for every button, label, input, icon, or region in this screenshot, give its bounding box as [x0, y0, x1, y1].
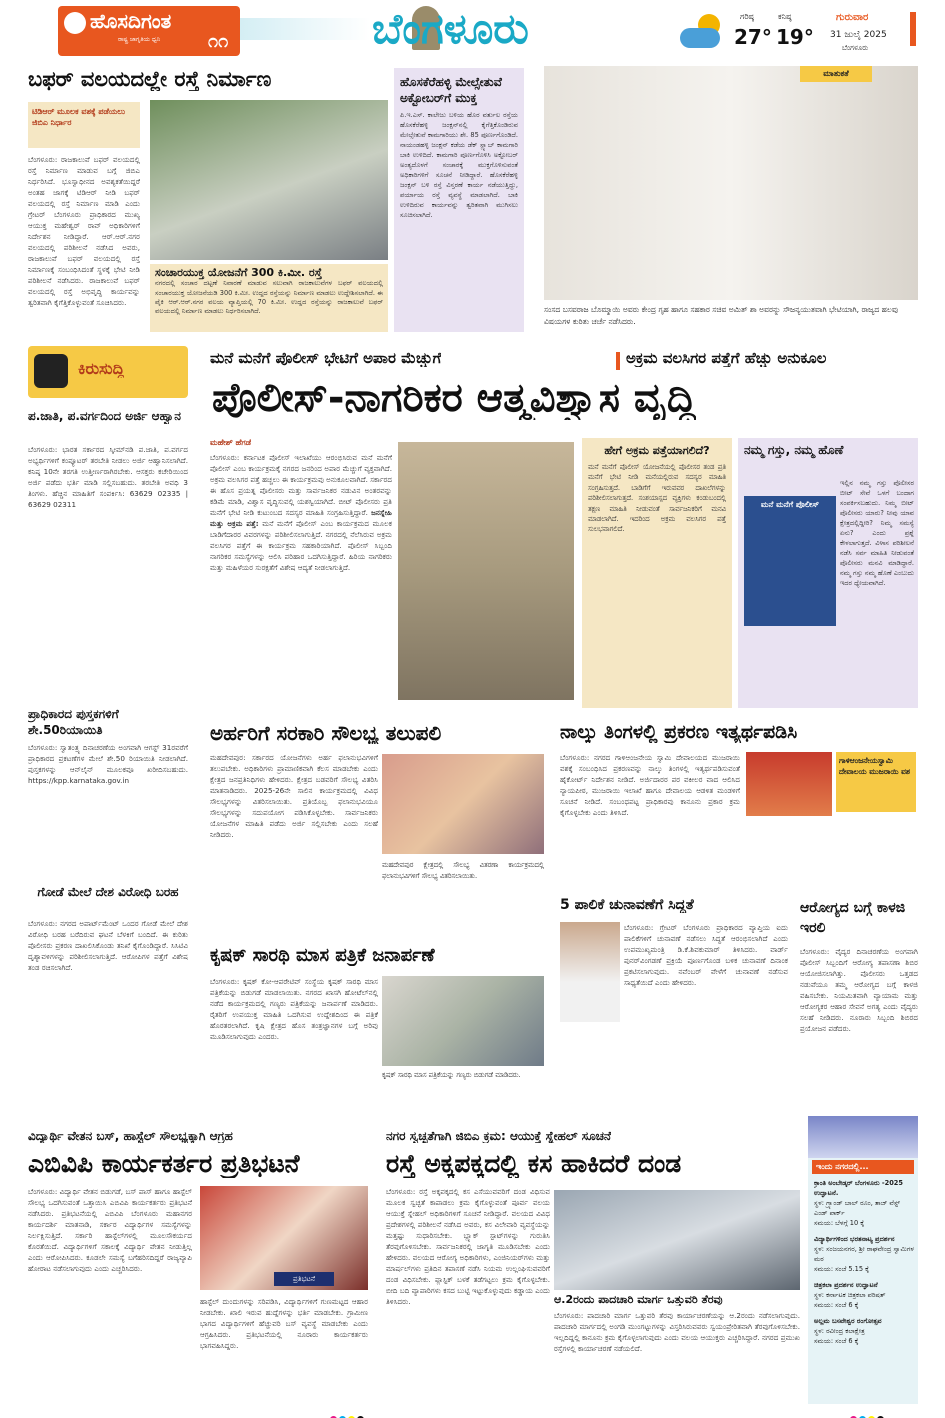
buffer-story	[28, 64, 388, 334]
weather-icon	[680, 14, 724, 50]
abvp-kicker: ವಿದ್ಯಾರ್ಥಿ ವೇತನ ಬಸ್, ಹಾಸ್ಟೆಲ್ ಸೌಲಭ್ಯಕ್ಕಾಗಿ ಆಗ್ರಹ	[28, 1130, 233, 1143]
events-box	[808, 1116, 918, 1404]
garbage-body	[386, 1186, 550, 1398]
event-item	[814, 1280, 914, 1310]
palike-body: ಬೆಂಗಳೂರು: ಗ್ರೇಟರ್ ಬೆಂಗಳೂರು ಪ್ರಾಧಿಕಾರದ ವ್ಯಾಪ್ತಿಯ ಐದು ಪಾಲಿಕೆಗಳಿಗೆ ಚುನಾವಣೆ ನಡೆಸಲು ಸಿದ್ಧತೆ ಆರಂಭಿಸಲಾಗಿದೆ ಎಂದು ಉಪಮುಖ್ಯಮಂತ್ರಿ ಡಿ.ಕೆ.ಶಿವಕುಮಾರ್ ತಿಳಿಸಿದರು. ವಾರ್ಡ್ ಪುನರ್‌ವಿಂಗಡಣೆ ಪ್ರಕ್ರಿಯೆ ಪೂರ್ಣಗೊಂಡ ಬಳಿಕ ಚುನಾವಣೆ ದಿನಾಂಕ ಪ್ರಕಟಿಸಲಾಗುವುದು. ನವೆಂಬರ್ ವೇಳೆಗೆ ಚುನಾವಣೆ ನಡೆಸುವ ಸಾಧ್ಯತೆಯಿದೆ ಎಂದು ಹೇಳಿದರು.	[624, 923, 788, 987]
police-body2-text: ಮನೆ ಮನೆಗೆ ಪೊಲೀಸ್ ಎಂಬ ಕಾರ್ಯಕ್ರಮದ ಮೂಲಕ ಬಾಡಿಗೆದಾರರ ವಿವರಗಳನ್ನು ಪರಿಶೀಲಿಸಲಾಗುತ್ತಿದೆ. ನಗರದಲ್ಲಿ ನೆಲೆಸಿರುವ ಅಕ್ರಮ ವಲಸಿಗರ ಪತ್ತೆಗೆ ಈ ಕಾರ್ಯಕ್ರಮ ಸಹಕಾರಿಯಾಗಿದೆ. ಪೊಲೀಸ್ ಸಿಬ್ಬಂದಿ ನಾಗರಿಕರ ಸಮಸ್ಯೆಗಳನ್ನು ಆಲಿಸಿ ಪರಿಹಾರ ಒದಗಿಸುತ್ತಿದ್ದಾರೆ. ಹಿರಿಯ ನಾಗರಿಕರು ಮತ್ತು ಮಹಿಳೆಯರ ಸುರಕ್ಷತೆಗೆ ವಿಶೇಷ ಆದ್ಯತೆ ನೀಡಲಾಗುತ್ತಿದೆ.	[210, 519, 392, 572]
hoskerehalli-body: ಪಿ.ಇ.ಎಸ್. ಕಾಲೇಜು ಬಳಿಯ ಹೊರ ವರ್ತುಲ ರಸ್ತೆಯ ಹೊಸಕೆರೆಹಳ್ಳಿ ಜಂಕ್ಷನ್‌ನಲ್ಲಿ ಕೈಗೆತ್ತಿಕೊಂಡಿರುವ ಮೇಲ್ಸೇತುವೆ ಕಾಮಗಾರಿಯು ಶೇ. 85 ಪೂರ್ಣಗೊಂಡಿದೆ. ನಾಯಂಡಹಳ್ಳಿ ಜಂಕ್ಷನ್ ಕಡೆಯ ಡೆಕ್ ಸ್ಲ್ಯಾಬ್ ಕಾಮಗಾರಿ ಬಾಕಿ ಉಳಿದಿದೆ. ಕಾಮಗಾರಿ ಪೂರ್ಣಗೊಳಿಸಿ ಅಕ್ಟೋಬರ್ ಅಂತ್ಯದೊಳಗೆ ಸಂಚಾರಕ್ಕೆ ಮುಕ್ತಗೊಳಿಸುವಂತೆ ಅಧಿಕಾರಿಗಳಿಗೆ ಸೂಚನೆ ನೀಡಿದ್ದಾರೆ. ಹೊಸಕೆರೆಹಳ್ಳಿ ಜಂಕ್ಷನ್ ಬಳಿ ರಸ್ತೆ ವಿಸ್ತರಣೆ ಕಾರ್ಯ ನಡೆಯುತ್ತಿದ್ದು, ಪರ್ಯಾಯ ರಸ್ತೆ ವ್ಯವಸ್ಥೆ ಮಾಡಲಾಗಿದೆ. ಬಾಕಿ ಉಳಿದಿರುವ ಕಾರ್ಯವನ್ನು ತ್ವರಿತವಾಗಿ ಮುಗಿಸಲು ಸೂಚಿಸಲಾಗಿದೆ.	[400, 111, 518, 219]
buffer-caption-box	[150, 264, 388, 332]
police-story	[200, 346, 918, 714]
min-temp: 19°	[776, 26, 814, 48]
nalku-body: ಬೆಂಗಳೂರು: ನಗರದ ಗಾಳಿಆಂಜನೇಯ ಸ್ವಾಮಿ ದೇವಾಲಯದ ಮುಜರಾಯಿ ವಶಕ್ಕೆ ಸಂಬಂಧಿಸಿದ ಪ್ರಕರಣವನ್ನು ನಾಲ್ಕು ತಿಂಗಳಲ್ಲಿ ಇತ್ಯರ್ಥಪಡಿಸುವಂತೆ ಹೈಕೋರ್ಟ್ ನಿರ್ದೇಶನ ನೀಡಿದೆ. ಅರ್ಜಿದಾರರ ಪರ ವಕೀಲರ ವಾದ ಆಲಿಸಿದ ನ್ಯಾಯಪೀಠ, ಮುಜರಾಯಿ ಇಲಾಖೆ ಹಾಗೂ ದೇವಾಲಯ ಆಡಳಿತ ಮಂಡಳಿಗೆ ಸೂಚನೆ ನೀಡಿದೆ. ಸಂಬಂಧಪಟ್ಟ ಪ್ರಾಧಿಕಾರವು ಕಾನೂನು ಪ್ರಕಾರ ಕ್ರಮ ಕೈಗೊಳ್ಳಬೇಕು ಎಂದು ತಿಳಿಸಿದೆ.	[560, 753, 740, 817]
brief1-body: ಬೆಂಗಳೂರು: ಭಾರತ ಸರ್ಕಾರದ ಸ್ಕೀಮ್‌ನಡಿ ಪ.ಜಾತಿ, ಪ.ವರ್ಗದ ಅಭ್ಯರ್ಥಿಗಳಿಗೆ ಕಂಪ್ಯೂಟರ್ ತರಬೇತಿ ನೀಡಲು ಅರ್ಜಿ ಆಹ್ವಾನಿಸಲಾಗಿದೆ. ಕನಿಷ್ಠ 10ನೇ ತರಗತಿ ಉತ್ತೀರ್ಣರಾಗಿರಬೇಕು. ಆಸಕ್ತರು ಕಚೇರಿಯಿಂದ ಅರ್ಜಿ ಪಡೆದು ಭರ್ತಿ ಮಾಡಿ ಸಲ್ಲಿಸಬಹುದು. ತರಬೇತಿ ಅವಧಿ 3 ತಿಂಗಳು. ಹೆಚ್ಚಿನ ಮಾಹಿತಿಗೆ ಸಂಪರ್ಕಿಸಿ: 63629 02335 | 63629 02311	[28, 445, 188, 509]
garbage-kicker: ನಗರ ಸ್ವಚ್ಛತೆಗಾಗಿ ಜಿಬಿಎ ಕ್ರಮ: ಆಯುಕ್ತೆ ಸ್ನೇಹಲ್ ಸೂಚನೆ	[386, 1130, 612, 1143]
krushak-caption: ಕೃಷಕ್ ಸಾರಥಿ ಮಾಸ ಪತ್ರಿಕೆಯನ್ನು ಗಣ್ಯರು ಬಿಡುಗಡೆ ಮಾಡಿದರು.	[382, 1071, 521, 1079]
brief2-body: ಬೆಂಗಳೂರು: ಸ್ವಾತಂತ್ರ್ಯ ದಿನಾಚರಣೆಯ ಅಂಗವಾಗಿ ಆಗಸ್ಟ್ 31ರವರೆಗೆ ಪ್ರಾಧಿಕಾರದ ಪ್ರಕಟಣೆಗಳ ಮೇಲೆ ಶೇ.50 ರಿಯಾಯಿತಿ ನೀಡಲಾಗಿದೆ. ಪುಸ್ತಕಗಳನ್ನು ಆನ್‌ಲೈನ್ ಮೂಲಕವೂ ಖರೀದಿಸಬಹುದು. https://kpp.karnataka.gov.in	[28, 743, 188, 785]
arogya-body: ಬೆಂಗಳೂರು: ವೈದ್ಯರ ದಿನಾಚರಣೆಯ ಅಂಗವಾಗಿ ಪೊಲೀಸ್ ಸಿಬ್ಬಂದಿಗೆ ಆರೋಗ್ಯ ತಪಾಸಣಾ ಶಿಬಿರ ಆಯೋಜಿಸಲಾಗಿತ್ತು. ಪೊಲೀಸರು ಒತ್ತಡದ ನಡುವೆಯೂ ತಮ್ಮ ಆರೋಗ್ಯದ ಬಗ್ಗೆ ಕಾಳಜಿ ವಹಿಸಬೇಕು. ನಿಯಮಿತವಾಗಿ ವ್ಯಾಯಾಮ ಮತ್ತು ಆರೋಗ್ಯಕರ ಆಹಾರ ಸೇವನೆ ಅಗತ್ಯ ಎಂದು ವೈದ್ಯರು ಸಲಹೆ ನೀಡಿದರು. ನೂರಾರು ಸಿಬ್ಬಂದಿ ಶಿಬಿರದ ಪ್ರಯೋಜನ ಪಡೆದರು.	[800, 947, 918, 1033]
brand-name: ಹೊಸದಿಗಂತ	[90, 10, 172, 32]
police-headline: ಪೊಲೀಸ್-ನಾಗರಿಕರ ಆತ್ಮವಿಶ್ವಾಸ ವೃದ್ಧಿ	[212, 376, 696, 420]
palike-headline: 5 ಪಾಲಿಕೆ ಚುನಾವಣೆಗೆ ಸಿದ್ಧತೆ	[560, 898, 694, 913]
nammagastu-body: ಇಲ್ಲಿನ ನಮ್ಮ ಗಸ್ತು ಪೊಲೀಸರ ಬೀಟ್ ಸೇವೆ ಒಳಗೆ ಬಂದಾಗ ಸಂಪರ್ಕಿಸಬಹುದು. ನಿಮ್ಮ ಬೀಟ್ ಪೊಲೀಸರು ಯಾರು? ನೀವು ಯಾವ ಕ್ಷೇತ್ರದಲ್ಲಿದ್ದೀರಿ? ನಿಮ್ಮ ಸಮಸ್ಯೆ ಏನು? ಎಂದು ಪ್ರಶ್ನೆ ಕೇಳಲಾಗುತ್ತದೆ. ವಿಳಾಸ ಪರಿಶೀಲನೆ ನಡೆಸಿ ಸರ್ವ ಮಾಹಿತಿ ನೀಡುವಂತೆ ಪೊಲೀಸರು ಮನವಿ ಮಾಡಿದ್ದಾರೆ. ನಮ್ಮ ಗಸ್ತು ನಮ್ಮ ಹೊಣೆ ಎಂಬುದು ಇದರ ಧ್ಯೇಯವಾಗಿದೆ.	[840, 479, 914, 587]
event-name: ಕ್ರಾಂತಿ ಅಂಬೇಡ್ಕರ್ ಬೆಂಗಳೂರು -2025 ಉದ್ಘಾಟನೆ.	[814, 1179, 903, 1197]
footpath-headline: ಆ.2ರಂದು ಪಾದಚಾರಿ ಮಾರ್ಗ ಒತ್ತುವರಿ ತೆರವು	[554, 1294, 723, 1306]
edition-place: ಬೆಂಗಳೂರು	[842, 44, 869, 52]
page-number: ೧೧	[208, 32, 229, 52]
registration-marks-bottom-left	[330, 1408, 390, 1418]
event-place: ಸ್ಥಳ: ಸಂಜಯನಗರ, ಶ್ರೀ ರಾಘವೇಂದ್ರ ಸ್ವಾಮಿಗಳ ಮಠ	[814, 1245, 914, 1263]
kicker-divider	[616, 352, 620, 370]
masthead-edge	[910, 12, 916, 46]
event-name: ಚಿತ್ರಕಲಾ ಪ್ರದರ್ಶನ ಉದ್ಘಾಟನೆ	[814, 1281, 878, 1289]
event-place: ಸ್ಥಳ: ರವೀಂದ್ರ ಕಲಾಕ್ಷೇತ್ರ	[814, 1327, 865, 1335]
nammagastu-box	[738, 438, 918, 708]
buffer-caption-body: ನಗರದಲ್ಲಿ ಸಂಚಾರ ದಟ್ಟಣೆ ನಿವಾರಣೆ ಮಾಡುವ ಸಲುವಾಗಿ ರಾಜಕಾಲುವೆಗಳ ಬಫರ್ ವಲಯದಲ್ಲಿ ಸಂಚಾರಯುಕ್ತ ಯೋಜನೆಯಡಿ 300 ಕಿ.ಮೀ. ಉದ್ದದ ರಸ್ತೆಯನ್ನು ನಿರ್ಮಾಣ ಮಾಡಲು ಉದ್ದೇಶಿಸಲಾಗಿದೆ. ಈ ಪೈಕಿ ಆರ್.ಆರ್.ನಗರ ವಲಯ ವ್ಯಾಪ್ತಿಯಲ್ಲಿ 70 ಕಿ.ಮೀ. ಉದ್ದದ ರಸ್ತೆಯನ್ನು ರಾಜಕಾಲುವೆ ಬಫರ್ ವಲಯದಲ್ಲಿ ನಿರ್ಮಾಣ ಮಾಡಲು ನಿರ್ಧರಿಸಲಾಗಿದೆ.	[155, 279, 383, 316]
max-temp: 27°	[734, 26, 772, 48]
brand-block	[58, 6, 240, 56]
events-list	[814, 1178, 914, 1346]
palike-story	[556, 894, 790, 1118]
police-body-text: ಬೆಂಗಳೂರು: ಕರ್ನಾಟಕ ಪೊಲೀಸ್ ಇಲಾಖೆಯು ಆರಂಭಿಸಿರುವ ಮನೆ ಮನೆಗೆ ಪೊಲೀಸ್ ಎಂಬ ಕಾರ್ಯಕ್ರಮಕ್ಕೆ ನಗರದ ಜನರಿಂದ ಅಪಾರ ಮೆಚ್ಚುಗೆ ವ್ಯಕ್ತವಾಗಿದೆ. ಅಕ್ರಮ ವಲಸಿಗರ ಪತ್ತೆ ಹಚ್ಚಲು ಈ ಕಾರ್ಯಕ್ರಮವು ಅನುಕೂಲವಾಗಿದೆ. ಸರ್ಕಾರದ ಈ ಹೊಸ ಪ್ರಯತ್ನ ಪೊಲೀಸರು ಮತ್ತು ಸಾರ್ವಜನಿಕರ ನಡುವಿನ ಅಂತರವನ್ನು ಕಡಿಮೆ ಮಾಡಿ, ವಿಶ್ವಾಸ ವೃದ್ಧಿಸುವಲ್ಲಿ ಯಶಸ್ವಿಯಾಗಿದೆ. ಬೀಟ್ ಪೊಲೀಸರು ಪ್ರತಿ ಮನೆಗೆ ಭೇಟಿ ನೀಡಿ ಕುಟುಂಬದ ಸದಸ್ಯರ ಮಾಹಿತಿ ಸಂಗ್ರಹಿಸುತ್ತಿದ್ದಾರೆ.	[210, 453, 392, 517]
event-item	[814, 1316, 914, 1346]
registration-marks-bottom-right	[850, 1408, 910, 1418]
meeting-tag: ಮಾತುಕತೆ	[800, 66, 872, 82]
hoskerehalli-story	[394, 68, 524, 332]
police-body	[210, 452, 392, 708]
govt-story	[200, 718, 548, 938]
issue-date: 31 ಜುಲೈ 2025	[830, 30, 887, 40]
meeting-photo	[544, 66, 918, 300]
day-name: ಗುರುವಾರ	[836, 12, 869, 23]
garbage-headline: ರಸ್ತೆ ಅಕ್ಕಪಕ್ಕದಲ್ಲಿ ಕಸ ಹಾಕಿದರೆ ದಂಡ	[386, 1150, 682, 1178]
how-detect-body: ಮನೆ ಮನೆಗೆ ಪೊಲೀಸ್ ಯೋಜನೆಯಲ್ಲಿ ಪೊಲೀಸರ ತಂಡ ಪ್ರತಿ ಮನೆಗೆ ಭೇಟಿ ನೀಡಿ ಮನೆಯಲ್ಲಿರುವ ಸದಸ್ಯರ ಮಾಹಿತಿ ಸಂಗ್ರಹಿಸುತ್ತದೆ. ಬಾಡಿಗೆಗೆ ಇರುವವರ ದಾಖಲೆಗಳನ್ನು ಪರಿಶೀಲಿಸಲಾಗುತ್ತದೆ. ಸಂಶಯಾಸ್ಪದ ವ್ಯಕ್ತಿಗಳು ಕಂಡುಬಂದಲ್ಲಿ ತಕ್ಷಣ ಮಾಹಿತಿ ನೀಡುವಂತೆ ಸಾರ್ವಜನಿಕರಿಗೆ ಮನವಿ ಮಾಡಲಾಗಿದೆ. ಇದರಿಂದ ಅಕ್ರಮ ವಲಸಿಗರ ಪತ್ತೆ ಸುಲಭವಾಗಲಿದೆ.	[588, 463, 726, 534]
krushak-story	[200, 942, 548, 1118]
buffer-body: ಬೆಂಗಳೂರು: ರಾಜಕಾಲುವೆ ಬಫರ್ ವಲಯದಲ್ಲಿ ರಸ್ತೆ ನಿರ್ಮಾಣ ಮಾಡುವ ಬಗ್ಗೆ ಜಿಬಿಎ ನಿರ್ಧರಿಸಿದೆ. ಭೂಸ್ವಾಧೀನದ ಅವಶ್ಯಕತೆಯಿದ್ದರೆ ಅಂತಹ ಜಾಗಕ್ಕೆ ಟಿಡಿಆರ್ ನೀಡಿ ಬಫರ್ ವಲಯದಲ್ಲಿ ರಸ್ತೆ ನಿರ್ಮಾಣ ಮಾಡಿ ಎಂದು ಗ್ರೇಟರ್ ಬೆಂಗಳೂರು ಪ್ರಾಧಿಕಾರದ ಮುಖ್ಯ ಆಯುಕ್ತ ಮಹೇಶ್ವರ್ ರಾವ್ ಅಧಿಕಾರಿಗಳಿಗೆ ನಿರ್ದೇಶನ ನೀಡಿದ್ದಾರೆ. ಆರ್.ಆರ್.ನಗರ ವಲಯದಲ್ಲಿ ಪರಿಶೀಲನೆ ನಡೆಸಿದ ಅವರು, ರಾಜಕಾಲುವೆ ಬಫರ್ ವಲಯದಲ್ಲಿ ರಸ್ತೆ ನಿರ್ಮಾಣಕ್ಕೆ ಸಂಬಂಧಿಸಿದಂತೆ ಸ್ಥಳಕ್ಕೆ ಭೇಟಿ ನೀಡಿ ಪರಿಶೀಲನೆ ನಡೆಸಿದರು. ರಾಜಕಾಲುವೆ ಬಫರ್ ವಲಯದಲ್ಲಿ ರಸ್ತೆ ಅಭಿವೃದ್ಧಿ ಕಾರ್ಯವನ್ನು ತ್ವರಿತವಾಗಿ ಕೈಗೆತ್ತಿಕೊಳ್ಳುವಂತೆ ಸೂಚಿಸಿದರು.	[28, 155, 140, 307]
police-photo	[398, 442, 574, 700]
event-time: ಸಮಯ: ಬೆಳಗ್ಗೆ 10 ಕ್ಕೆ	[814, 1219, 865, 1227]
nammagastu-title: ನಮ್ಮ ಗಸ್ತು, ನಮ್ಮ ಹೊಣೆ	[744, 443, 844, 457]
event-time: ಸಮಯ: ಸಂಜೆ 6 ಕ್ಕೆ	[814, 1337, 859, 1345]
kirusuddi-column	[28, 346, 192, 1118]
govt-body: ಮಹದೇವಪುರ: ಸರ್ಕಾರದ ಯೋಜನೆಗಳು ಅರ್ಹ ಫಲಾನುಭವಿಗಳಿಗೆ ತಲುಪಬೇಕು. ಅಧಿಕಾರಿಗಳು ಪ್ರಾಮಾಣಿಕವಾಗಿ ಕೆಲಸ ಮಾಡಬೇಕು ಎಂದು ಕ್ಷೇತ್ರದ ಜನಪ್ರತಿನಿಧಿಗಳು ಹೇಳಿದರು. ಕ್ಷೇತ್ರದ ಬಡವರಿಗೆ ಸೌಲಭ್ಯ ವಿತರಿಸಿ ಮಾತನಾಡಿದರು. 2025-26ನೇ ಸಾಲಿನ ಕಾರ್ಯಕ್ರಮದಲ್ಲಿ ವಿವಿಧ ಸೌಲಭ್ಯಗಳನ್ನು ವಿತರಿಸಲಾಯಿತು. ಪ್ರತಿಯೊಬ್ಬ ಫಲಾನುಭವಿಯೂ ಸೌಲಭ್ಯಗಳನ್ನು ಸದುಪಯೋಗ ಪಡಿಸಿಕೊಳ್ಳಬೇಕು. ಸಾರ್ವಜನಿಕರು ಯೋಜನೆಗಳ ಮಾಹಿತಿ ಪಡೆದು ಅರ್ಜಿ ಸಲ್ಲಿಸಬೇಕು ಎಂದು ಸಲಹೆ ನೀಡಿದರು.	[210, 753, 378, 839]
event-time: ಸಮಯ: ಸಂಜೆ 5.15 ಕ್ಕೆ	[814, 1265, 869, 1273]
police-subhead: ಜನಸ್ನೇಹಿ ಮತ್ತು ಅಕ್ರಮ ಪತ್ತೆ:	[210, 508, 392, 528]
meeting-caption: ಸಂಸದ ಬಸವರಾಜ ಬೊಮ್ಮಾಯಿ ಅವರು ಕೇಂದ್ರ ಗೃಹ ಹಾಗೂ ಸಹಕಾರ ಸಚಿವ ಅಮಿತ್ ಶಾ ಅವರನ್ನು ಸೌಜನ್ಯಯುತವಾಗಿ ಭೇಟಿಯಾಗಿ, ರಾಜ್ಯದ ಹಲವು ವಿಷಯಗಳ ಕುರಿತು ಚರ್ಚೆ ನಡೆಸಿದರು.	[544, 305, 899, 326]
speaker-icon	[34, 354, 68, 388]
brand-logo-icon	[64, 12, 86, 34]
abvp-headline: ಎಬಿವಿಪಿ ಕಾರ್ಯಕರ್ತರ ಪ್ರತಿಭಟನೆ	[28, 1150, 300, 1178]
garbage-photo	[554, 1190, 800, 1290]
buffer-headline: ಬಫರ್ ವಲಯದಲ್ಲೇ ರಸ್ತೆ ನಿರ್ಮಾಣ	[28, 68, 272, 91]
event-name: ವಿದ್ಯಾರ್ಥಿಗಳಿಂದ ಭರತನಾಟ್ಯ ಪ್ರದರ್ಶನ	[814, 1235, 895, 1243]
hoskerehalli-headline: ಹೊಸಕೆರೆಹಳ್ಳಿ ಮೇಲ್ಸೇತುವೆ ಅಕ್ಟೋಬರ್‌ಗೆ ಮುಕ್ತ	[400, 75, 502, 105]
dkshivakumar-photo	[560, 922, 620, 1022]
buffer-caption-title: ಸಂಚಾರಯುಕ್ತ ಯೋಜನೆಗೆ 300 ಕಿ.ಮೀ. ರಸ್ತೆ	[155, 266, 322, 279]
police-byline: ಮಹೇಶ್ ಹೆಗಡೆ	[210, 438, 252, 447]
police-poster	[744, 496, 836, 626]
masthead-rule	[240, 18, 370, 40]
event-place: ಸ್ಥಳ: ಗ್ರ್ಯಾಂಡ್ ಬಾಲ್ ರೂಂ, ತಾಜ್ ವೆಸ್ಟ್ ಎಂಡ್ ಪಾರ್ಕ್	[814, 1199, 901, 1217]
govt-photo	[382, 754, 544, 854]
buffer-tag-text: ಟಿಡಿಆರ್ ಮೂಲಕ ವಶಕ್ಕೆ ಪಡೆಯಲು ಜಿಬಿಎ ನಿರ್ಧಾರ	[32, 107, 126, 127]
max-label: ಗರಿಷ್ಠ	[740, 12, 754, 21]
garbage-story	[378, 1124, 802, 1404]
city-skyline-icon	[808, 1116, 918, 1158]
min-label: ಕನಿಷ್ಠ	[778, 12, 792, 21]
brief1-headline: ಪ.ಜಾತಿ, ಪ.ವರ್ಗದಿಂದ ಅರ್ಜಿ ಆಹ್ವಾನ	[28, 409, 181, 423]
poster-title: ಮನೆ ಮನೆಗೆ ಪೊಲೀಸ್	[760, 500, 820, 509]
event-item	[814, 1178, 914, 1228]
brief3-body: ಬೆಂಗಳೂರು: ನಗರದ ಅಪಾರ್ಟ್‌ಮೆಂಟ್ ಒಂದರ ಗೋಡೆ ಮೇಲೆ ದೇಶ ವಿರೋಧಿ ಬರಹ ಬರೆದಿರುವ ಘಟನೆ ಬೆಳಕಿಗೆ ಬಂದಿದೆ. ಈ ಕುರಿತು ಪೊಲೀಸರು ಪ್ರಕರಣ ದಾಖಲಿಸಿಕೊಂಡು ತನಿಖೆ ಕೈಗೊಂಡಿದ್ದಾರೆ. ಸಿಸಿಟಿವಿ ದೃಶ್ಯಾವಳಿಗಳನ್ನು ಪರಿಶೀಲಿಸಲಾಗುತ್ತಿದೆ. ಆರೋಪಿಗಳ ಪತ್ತೆಗೆ ವಿಶೇಷ ತಂಡ ರಚಿಸಲಾಗಿದೆ.	[28, 919, 188, 972]
govt-headline: ಅರ್ಹರಿಗೆ ಸರಕಾರಿ ಸೌಲಭ್ಯ ತಲುಪಲಿ	[210, 722, 442, 744]
arogya-story	[796, 894, 918, 1118]
brief3-headline: ಗೋಡೆ ಮೇಲೆ ದೇಶ ವಿರೋಧಿ ಬರಹ	[37, 885, 179, 899]
abvp-body: ಬೆಂಗಳೂರು: ವಿದ್ಯಾರ್ಥಿ ವೇತನ ಬಿಡುಗಡೆ, ಬಸ್ ಪಾಸ್ ಹಾಗೂ ಹಾಸ್ಟೆಲ್ ಸೌಲಭ್ಯ ಒದಗಿಸುವಂತೆ ಒತ್ತಾಯಿಸಿ ಎಬಿವಿಪಿ ಕಾರ್ಯಕರ್ತರು ಪ್ರತಿಭಟನೆ ನಡೆಸಿದರು. ಪ್ರತಿಭಟನೆಯಲ್ಲಿ ಎಬಿವಿಪಿ ಬೆಂಗಳೂರು ಮಹಾನಗರ ಕಾರ್ಯದರ್ಶಿ ಮಾತನಾಡಿ, ಸರ್ಕಾರ ವಿದ್ಯಾರ್ಥಿಗಳ ಸಮಸ್ಯೆಗಳನ್ನು ನಿರ್ಲಕ್ಷಿಸುತ್ತಿದೆ. ಸರ್ಕಾರಿ ಹಾಸ್ಟೆಲ್‌ಗಳಲ್ಲಿ ಮೂಲಸೌಕರ್ಯದ ಕೊರತೆಯಿದೆ. ವಿದ್ಯಾರ್ಥಿಗಳಿಗೆ ಸಕಾಲಕ್ಕೆ ವಿದ್ಯಾರ್ಥಿ ವೇತನ ನೀಡುತ್ತಿಲ್ಲ ಎಂದು ಆರೋಪಿಸಿದರು. ಕೂಡಲೇ ಸಮಸ್ಯೆ ಬಗೆಹರಿಸದಿದ್ದರೆ ರಾಜ್ಯವ್ಯಾಪಿ ಹೋರಾಟ ನಡೆಸಲಾಗುವುದು ಎಂದು ಎಚ್ಚರಿಸಿದರು.	[28, 1187, 192, 1273]
event-time: ಸಮಯ: ಸಂಜೆ 6 ಕ್ಕೆ	[814, 1301, 859, 1309]
event-name: ಅಲ್ಲಮ ಬಸವೇಶ್ವರ ರಂಗೋತ್ಸವ	[814, 1317, 882, 1325]
krushak-headline: ಕೃಷಕ್ ಸಾರಥಿ ಮಾಸ ಪತ್ರಿಕೆ ಜನಾರ್ಪಣೆ	[210, 946, 435, 966]
abvp-banner: ಪ್ರತಿಭಟನೆ	[274, 1272, 334, 1286]
temple-photo	[746, 752, 832, 816]
buffer-tag	[28, 102, 140, 148]
how-detect-box	[582, 438, 732, 708]
footpath-body: ಬೆಂಗಳೂರು: ಪಾದಚಾರಿ ಮಾರ್ಗ ಒತ್ತುವರಿ ತೆರವು ಕಾರ್ಯಾಚರಣೆಯನ್ನು ಆ.2ರಂದು ನಡೆಸಲಾಗುವುದು. ಪಾದಚಾರಿ ಮಾರ್ಗದಲ್ಲಿ ಅಂಗಡಿ ಮುಂಗಟ್ಟುಗಳನ್ನು ವಿಸ್ತರಿಸಿರುವವರು ಸ್ವಯಂಪ್ರೇರಿತವಾಗಿ ತೆರವುಗೊಳಿಸಬೇಕು. ಇಲ್ಲದಿದ್ದಲ್ಲಿ ಕಾನೂನು ಕ್ರಮ ಕೈಗೊಳ್ಳಲಾಗುವುದು ಎಂದು ವಲಯ ಆಯುಕ್ತರು ಎಚ್ಚರಿಸಿದ್ದಾರೆ. ನಗರದ ಪ್ರಮುಖ ರಸ್ತೆಗಳಲ್ಲಿ ಕಾರ್ಯಾಚರಣೆ ನಡೆಯಲಿದೆ.	[554, 1311, 800, 1353]
event-item	[814, 1234, 914, 1274]
krushak-photo	[382, 976, 544, 1066]
masthead	[0, 0, 945, 62]
govt-caption: ಮಹದೇವಪುರ ಕ್ಷೇತ್ರದಲ್ಲಿ ಸೌಲಭ್ಯ ವಿತರಣಾ ಕಾರ್ಯಕ್ರಮದಲ್ಲಿ ಫಲಾನುಭವಿಗಳಿಗೆ ಸೌಲಭ್ಯ ವಿತರಿಸಲಾಯಿತು.	[382, 861, 544, 880]
garbage-body-text: ಬೆಂಗಳೂರು: ರಸ್ತೆ ಅಕ್ಕಪಕ್ಕದಲ್ಲಿ ಕಸ ಎಸೆಯುವವರಿಗೆ ದಂಡ ವಿಧಿಸುವ ಮೂಲಕ ಸ್ವಚ್ಛತೆ ಕಾಪಾಡಲು ಕ್ರಮ ಕೈಗೊಳ್ಳುವಂತೆ ಪೂರ್ವ ವಲಯ ಆಯುಕ್ತೆ ಸ್ನೇಹಲ್ ಅಧಿಕಾರಿಗಳಿಗೆ ಸೂಚನೆ ನೀಡಿದ್ದಾರೆ. ವಲಯದ ವಿವಿಧ ಪ್ರದೇಶಗಳಲ್ಲಿ ಪರಿಶೀಲನೆ ನಡೆಸಿದ ಅವರು, ಕಸ ವಿಲೇವಾರಿ ವ್ಯವಸ್ಥೆಯನ್ನು ಮತ್ತಷ್ಟು ಸುಧಾರಿಸಬೇಕು. ಬ್ಲ್ಯಾಕ್ ಸ್ಪಾಟ್‌ಗಳನ್ನು ಗುರುತಿಸಿ ತೆರವುಗೊಳಿಸಬೇಕು. ಸಾರ್ವಜನಿಕರಲ್ಲಿ ಜಾಗೃತಿ ಮೂಡಿಸಬೇಕು ಎಂದು ಹೇಳಿದರು.	[386, 1187, 550, 1262]
arogya-headline: ಆರೋಗ್ಯದ ಬಗ್ಗೆ ಕಾಳಜಿ ಇರಲಿ	[800, 900, 906, 936]
abvp-body2: ಹಾಸ್ಟೆಲ್ ದುಂದುಗಳನ್ನು ಸರಿಪಡಿಸಿ, ವಿದ್ಯಾರ್ಥಿಗಳಿಗೆ ಗುಣಮಟ್ಟದ ಆಹಾರ ನೀಡಬೇಕು. ಖಾಲಿ ಇರುವ ಹುದ್ದೆಗಳನ್ನು ಭರ್ತಿ ಮಾಡಬೇಕು. ಗ್ರಾಮೀಣ ಭಾಗದ ವಿದ್ಯಾರ್ಥಿಗಳಿಗೆ ಹೆಚ್ಚುವರಿ ಬಸ್ ವ್ಯವಸ್ಥೆ ಮಾಡಬೇಕು ಎಂದು ಆಗ್ರಹಿಸಿದರು. ಪ್ರತಿಭಟನೆಯಲ್ಲಿ ನೂರಾರು ಕಾರ್ಯಕರ್ತರು ಭಾಗವಹಿಸಿದ್ದರು.	[200, 1297, 368, 1350]
krushak-body: ಬೆಂಗಳೂರು: ಕೃಷಕ್ ಕೋ-ಆಪರೇಟಿವ್ ಸಂಸ್ಥೆಯ ಕೃಷಕ್ ಸಾರಥಿ ಮಾಸ ಪತ್ರಿಕೆಯನ್ನು ಬಿಡುಗಡೆ ಮಾಡಲಾಯಿತು. ನಗರದ ಖಾಸಗಿ ಹೋಟೆಲ್‌ನಲ್ಲಿ ನಡೆದ ಕಾರ್ಯಕ್ರಮದಲ್ಲಿ ಗಣ್ಯರು ಪತ್ರಿಕೆಯನ್ನು ಜನಾರ್ಪಣೆ ಮಾಡಿದರು. ರೈತರಿಗೆ ಉಪಯುಕ್ತ ಮಾಹಿತಿ ಒದಗಿಸುವ ಉದ್ದೇಶದಿಂದ ಈ ಪತ್ರಿಕೆ ಹೊರತರಲಾಗಿದೆ. ಕೃಷಿ ಕ್ಷೇತ್ರದ ಹೊಸ ತಂತ್ರಜ್ಞಾನಗಳ ಬಗ್ಗೆ ಅರಿವು ಮೂಡಿಸಲಾಗುವುದು ಎಂದರು.	[210, 977, 378, 1041]
nalku-headline: ನಾಲ್ಕು ತಿಂಗಳಲ್ಲಿ ಪ್ರಕರಣ ಇತ್ಯರ್ಥಪಡಿಸಿ	[560, 722, 798, 743]
city-name: ಬೆಂಗಳೂರು	[372, 6, 529, 53]
event-place: ಸ್ಥಳ: ಕರ್ನಾಟಕ ಚಿತ್ರಕಲಾ ಪರಿಷತ್	[814, 1291, 886, 1299]
kirusuddi-label: ಕಿರುಸುದ್ದಿ	[78, 360, 125, 378]
nalku-tag	[836, 752, 916, 812]
abvp-story	[28, 1124, 372, 1404]
buffer-photo	[150, 100, 388, 260]
garbage-body2-text: ವಲಯದ ಆರೋಗ್ಯ ಅಧಿಕಾರಿಗಳು, ಎಂಜಿನಿಯರ್‌ಗಳು ಮತ್ತು ಮಾರ್ಷಲ್‌ಗಳು ಪ್ರತಿದಿನ ತಪಾಸಣೆ ನಡೆಸಿ ನಿಯಮ ಉಲ್ಲಂಘಿಸುವವರಿಗೆ ದಂಡ ವಿಧಿಸಬೇಕು. ಪ್ಲಾಸ್ಟಿಕ್ ಬಳಕೆ ತಡೆಗಟ್ಟಲು ಕ್ರಮ ಕೈಗೊಳ್ಳಬೇಕು. ಬೀದಿ ಬದಿ ವ್ಯಾಪಾರಿಗಳು ಕಸದ ಬುಟ್ಟಿ ಇಟ್ಟುಕೊಳ್ಳುವುದು ಕಡ್ಡಾಯ ಎಂದು ತಿಳಿಸಿದರು.	[386, 1253, 550, 1306]
nalku-tag-text: ಗಾಳಿಆಂಜನೇಯಸ್ವಾಮಿ ದೇವಾಲಯ ಮುಜರಾಯಿ ವಶ	[839, 756, 911, 776]
how-detect-title: ಹೇಗೆ ಅಕ್ರಮ ಪತ್ತೆಯಾಗಲಿದೆ?	[604, 444, 710, 457]
nalku-story	[556, 718, 918, 888]
police-kicker-right: ಅಕ್ರಮ ವಲಸಿಗರ ಪತ್ತೆಗೆ ಹೆಚ್ಚು ಅನುಕೂಲ	[626, 350, 827, 367]
brand-tagline: ರಾಷ್ಟ್ರ ಜಾಗೃತಿಯ ಧ್ವನಿ	[118, 36, 161, 43]
meeting-story	[544, 66, 918, 336]
police-kicker-left: ಮನೆ ಮನೆಗೆ ಪೊಲೀಸ್ ಭೇಟಿಗೆ ಅಪಾರ ಮೆಚ್ಚುಗೆ	[210, 350, 442, 367]
events-title: ಇಂದು ನಗರದಲ್ಲಿ...	[812, 1160, 914, 1174]
brief2-headline: ಪ್ರಾಧಿಕಾರದ ಪುಸ್ತಕಗಳಿಗೆ ಶೇ.50ರಿಯಾಯಿತಿ	[28, 707, 119, 737]
kirusuddi-header	[28, 346, 188, 398]
